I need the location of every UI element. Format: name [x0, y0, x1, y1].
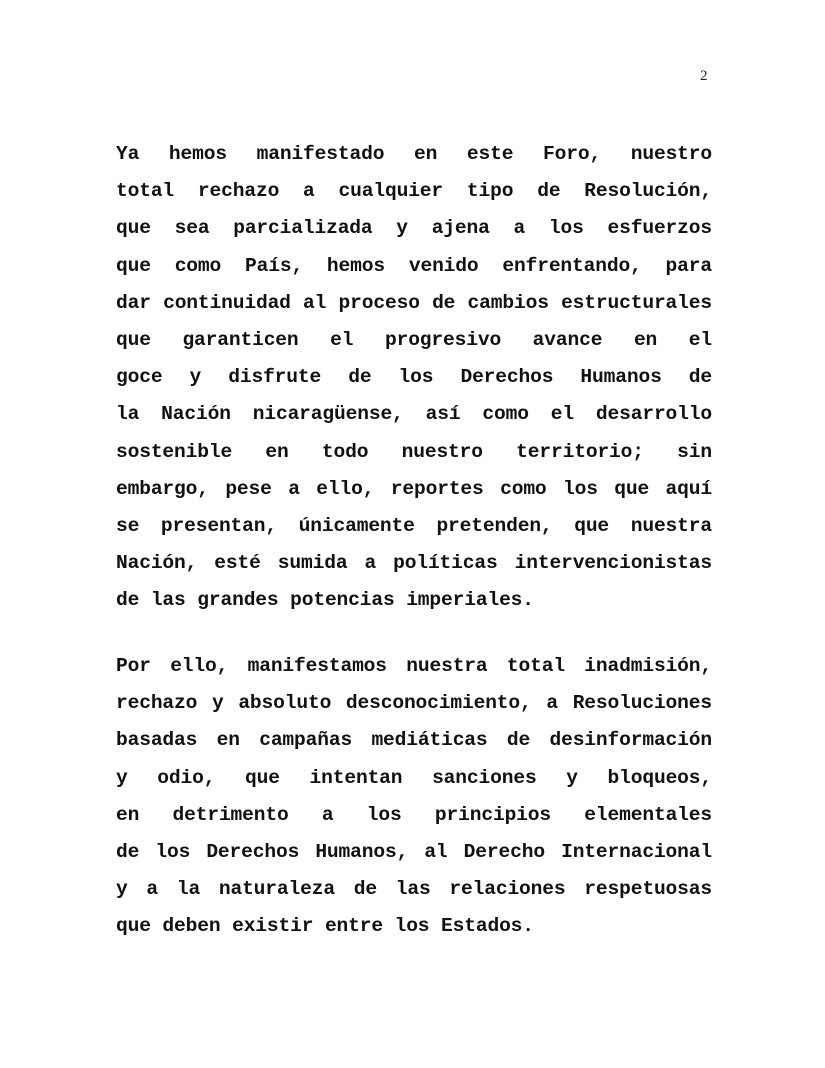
- text-line: de las grandes potencias imperiales.: [116, 589, 534, 612]
- text-line: que sea parcializada y ajena a los esfuerzos: [116, 217, 712, 240]
- text-line: de los Derechos Humanos, al Derecho Internacional: [116, 840, 712, 863]
- text-line: y a la naturaleza de las relaciones respetuosas: [116, 878, 712, 901]
- text-line: Ya hemos manifestado en este Foro, nuestro: [116, 143, 712, 165]
- text-line: goce y disfrute de los Derechos Humanos de: [116, 366, 712, 389]
- text-line: se presentan, únicamente pretenden, que nuestra: [116, 514, 712, 537]
- page-number: 2: [700, 68, 708, 84]
- paragraph-2: [116, 648, 712, 946]
- text-line: Por ello, manifestamos nuestra total inadmisión,: [116, 655, 712, 677]
- text-line: embargo, pese a ello, reportes como los que aquí: [116, 477, 712, 500]
- text-line: que como País, hemos venido enfrentando, para: [116, 254, 712, 277]
- text-line: la Nación nicaragüense, así como el desarrollo: [116, 403, 712, 426]
- text-line: que garanticen el progresivo avance en el: [116, 328, 712, 351]
- text-line: y odio, que intentan sanciones y bloqueos,: [116, 766, 712, 789]
- text-line: en detrimento a los principios elementales: [116, 803, 712, 826]
- text-line: dar continuidad al proceso de cambios estructurales: [116, 291, 712, 314]
- paragraph-1: [116, 136, 712, 619]
- text-line: total rechazo a cualquier tipo de Resolución,: [116, 180, 712, 203]
- text-line: sostenible en todo nuestro territorio; sin: [116, 440, 712, 463]
- text-line: basadas en campañas mediáticas de desinformación: [116, 729, 712, 752]
- text-line: que deben existir entre los Estados.: [116, 915, 534, 938]
- text-line: Nación, esté sumida a políticas intervencionistas: [116, 552, 712, 575]
- text-line: rechazo y absoluto desconocimiento, a Resoluciones: [116, 692, 712, 715]
